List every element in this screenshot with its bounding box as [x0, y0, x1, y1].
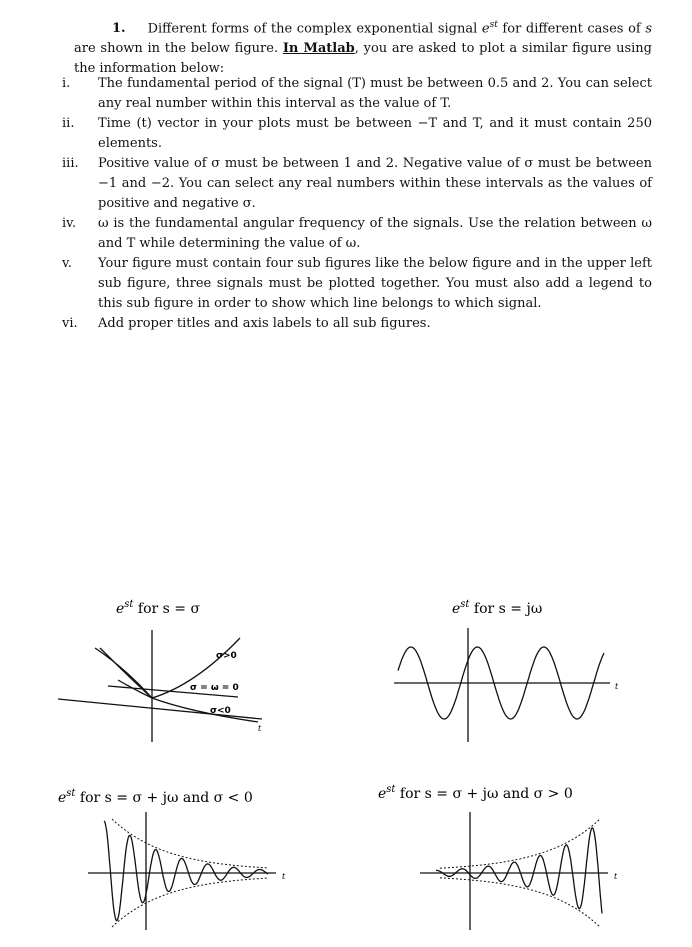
- panel1-t-label: t: [258, 724, 262, 733]
- panel4-wave: [436, 828, 602, 914]
- panel3-wave: [104, 821, 268, 921]
- intro-text-4: , you are asked to plot a similar figure using the information below:: [74, 41, 652, 77]
- panel4-title: $e^{st}$ for s = σ + jω and σ > 0: [378, 784, 573, 802]
- panel2-t-label: t: [615, 682, 619, 691]
- intro-s: s: [645, 21, 652, 37]
- panel3-envelope-lower: [112, 878, 268, 927]
- intro-e: e: [481, 21, 490, 37]
- intro-matlab: In Matlab: [282, 41, 355, 57]
- panel4-plot: [420, 812, 608, 930]
- panel1-t-axis: [58, 699, 262, 719]
- item-number: iv.: [62, 216, 77, 231]
- item-number: v.: [62, 256, 72, 271]
- panel4-envelope-upper: [440, 819, 600, 868]
- panel1-curve-neg-left: [100, 648, 152, 698]
- panel4-envelope-lower: [440, 878, 600, 927]
- panel2-title: $e^{st}$ for s = jω: [452, 599, 543, 617]
- panel1-label-pos: σ>0: [216, 651, 237, 661]
- question-number: 1.: [112, 21, 126, 37]
- panel1-label-zero: σ = ω = 0: [190, 683, 239, 693]
- panel3-title: $e^{st}$ for s = σ + jω and σ < 0: [58, 788, 253, 806]
- item-text: Positive value of σ must be between 1 and 2. Negative value of σ must be between −1 and −2. You can select any real numbers within these intervals as the values of positive and negative σ.: [98, 156, 652, 211]
- item-number: ii.: [62, 116, 75, 131]
- intro-st: st: [489, 20, 498, 30]
- panel3-plot: [88, 812, 276, 930]
- intro-text-1: Different forms of the complex exponential signal: [147, 21, 482, 37]
- panel1-title: $e^{st}$ for s = σ: [116, 599, 201, 617]
- item-text: Add proper titles and axis labels to all sub figures.: [98, 316, 431, 331]
- item-text: The fundamental period of the signal (T) must be between 0.5 and 2. You can select any real number within this interval as the value of T.: [98, 76, 652, 111]
- intro-text-3: are shown in the below figure.: [74, 41, 283, 57]
- item-number: vi.: [62, 316, 78, 331]
- panel2-plot: [394, 628, 610, 742]
- panel1-label-neg: σ<0: [210, 706, 231, 716]
- panel4-t-label: t: [614, 872, 618, 881]
- item-number: i.: [62, 76, 71, 91]
- item-text: ω is the fundamental angular frequency of the signals. Use the relation between ω and T while determining the value of ω.: [98, 216, 652, 251]
- intro-text-2: for different cases of: [497, 21, 646, 37]
- item-text: Time (t) vector in your plots must be between −T and T, and it must contain 250 elements.: [98, 116, 652, 151]
- panel3-t-label: t: [282, 872, 286, 881]
- item-number: iii.: [62, 156, 79, 171]
- item-text: Your figure must contain four sub figures like the below figure and in the upper left sub figure, three signals must be plotted together. You must also add a legend to this sub figure in order to show which line belongs to which signal.: [98, 256, 652, 311]
